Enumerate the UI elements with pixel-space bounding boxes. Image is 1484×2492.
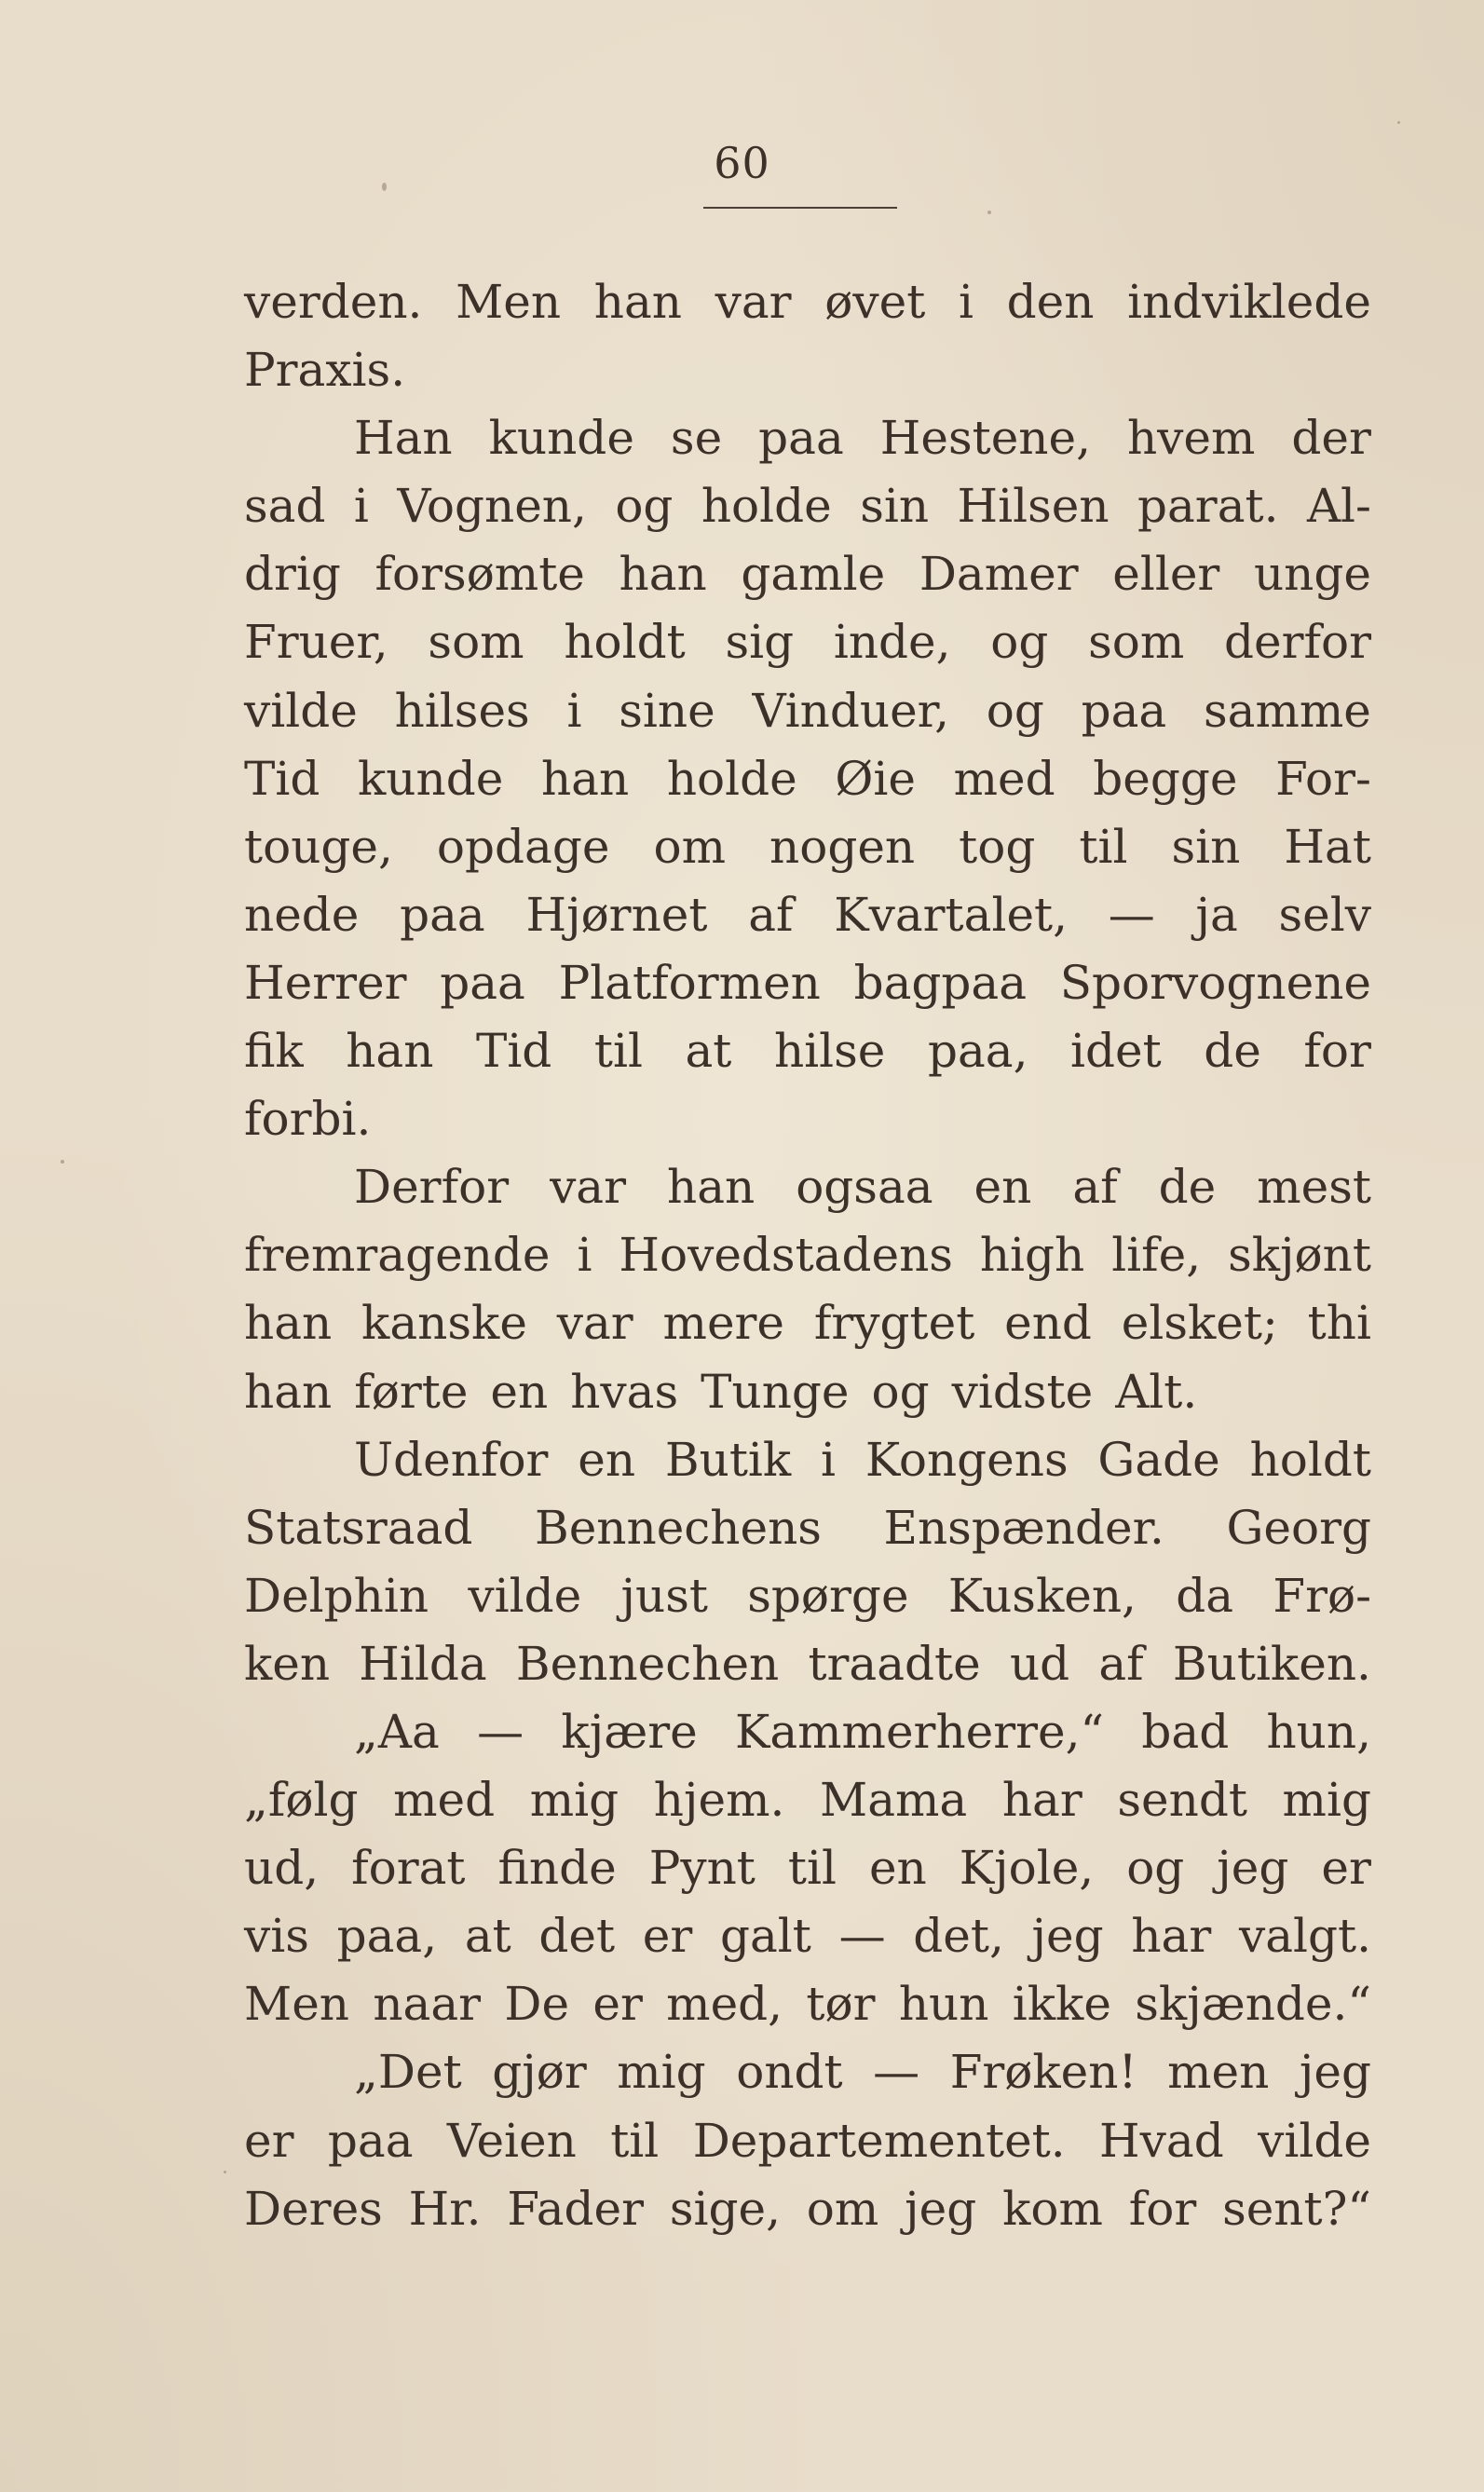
- word: i: [353, 479, 369, 534]
- word: high: [979, 1228, 1085, 1283]
- text-line: [244, 745, 1371, 813]
- word: Kusken,: [947, 1568, 1137, 1623]
- word: Kjole,: [959, 1841, 1095, 1896]
- word: sad: [244, 479, 326, 534]
- word: paa: [1081, 683, 1167, 738]
- text-line: [244, 1426, 1371, 1494]
- word: Kammerherre,“: [734, 1704, 1105, 1759]
- word: var: [556, 1296, 633, 1351]
- word: —: [1108, 887, 1155, 942]
- word: hvem: [1126, 411, 1256, 466]
- word: paa,: [336, 1909, 438, 1964]
- word: en: [578, 1432, 636, 1487]
- word: til: [787, 1841, 837, 1896]
- word: Han: [354, 411, 453, 466]
- word: „Det: [354, 2045, 462, 2100]
- word: han: [346, 1024, 434, 1079]
- word: nogen: [769, 819, 916, 874]
- word: paa,: [927, 1024, 1028, 1079]
- word: ud: [1009, 1636, 1070, 1691]
- word: thi: [1307, 1296, 1371, 1351]
- text-line: [244, 2175, 1371, 2243]
- word: og: [986, 683, 1044, 738]
- word: øvet: [824, 275, 926, 329]
- word: spørge: [747, 1568, 909, 1623]
- word: Alt.: [1115, 1364, 1198, 1419]
- word: touge,: [244, 819, 393, 874]
- word: han: [619, 547, 707, 602]
- word: hun,: [1266, 1704, 1371, 1759]
- word: begge: [1093, 751, 1238, 806]
- word: er: [1321, 1841, 1371, 1896]
- word: ogsaa: [796, 1160, 933, 1215]
- word: Tid: [475, 1024, 552, 1079]
- word: Kongens: [865, 1432, 1069, 1487]
- word: at: [464, 1909, 511, 1964]
- word: og: [615, 479, 674, 534]
- word: en: [490, 1364, 549, 1419]
- word: mere: [662, 1296, 785, 1351]
- word: —: [838, 1909, 886, 1964]
- word: paa: [758, 411, 844, 466]
- word: de: [1204, 1024, 1261, 1079]
- word: af: [1098, 1636, 1144, 1691]
- word: hjem.: [653, 1773, 785, 1828]
- word: at: [685, 1024, 732, 1079]
- word: parat.: [1137, 479, 1279, 534]
- text-line: [244, 1221, 1371, 1289]
- word: han: [667, 1160, 756, 1215]
- word: for: [1303, 1024, 1371, 1079]
- word: Hr.: [408, 2181, 482, 2236]
- word: ja: [1195, 887, 1238, 942]
- word: finde: [497, 1841, 617, 1896]
- word: Departementet.: [692, 2113, 1066, 2168]
- word: Al-: [1306, 479, 1371, 534]
- word: holdt: [564, 615, 686, 670]
- word: ondt: [736, 2045, 843, 2100]
- word: jeg: [1031, 1909, 1104, 1964]
- word: tog: [959, 819, 1036, 874]
- word: Enspænder.: [883, 1500, 1164, 1555]
- word: var: [715, 275, 792, 329]
- word: just: [620, 1568, 708, 1623]
- word: Men: [456, 275, 562, 329]
- word: vis: [244, 1909, 309, 1964]
- text-line: [244, 677, 1371, 745]
- word: den: [1006, 275, 1095, 329]
- text-line: [244, 881, 1371, 949]
- word: jeg: [1217, 1841, 1289, 1896]
- word: Hvad: [1099, 2113, 1224, 2168]
- paper-speck: [987, 211, 991, 214]
- word: kom: [1002, 2181, 1103, 2236]
- word: holde: [701, 479, 832, 534]
- word: bad: [1141, 1704, 1230, 1759]
- word: eller: [1112, 547, 1220, 602]
- word: til: [593, 1024, 643, 1079]
- word: var: [550, 1160, 627, 1215]
- word: Frøken!: [949, 2045, 1137, 2100]
- word: Georg: [1226, 1500, 1371, 1555]
- text-line: [244, 1358, 1371, 1426]
- text-line: [244, 472, 1371, 540]
- word: det: [538, 1909, 616, 1964]
- word: frygtet: [813, 1296, 975, 1351]
- text-line: [244, 268, 1371, 336]
- word: skjønt: [1228, 1228, 1371, 1283]
- word: vidste: [951, 1364, 1094, 1419]
- word: mig: [1282, 1773, 1371, 1828]
- word: Veien: [446, 2113, 577, 2168]
- word: drig: [244, 547, 341, 602]
- word: det,: [913, 1909, 1004, 1964]
- word: førte: [354, 1364, 469, 1419]
- word: Hjørnet: [525, 887, 708, 942]
- word: af: [1072, 1160, 1118, 1215]
- word: Bennechens: [534, 1500, 822, 1555]
- word: der: [1291, 411, 1371, 466]
- word: skjænde.“: [1135, 1977, 1371, 2032]
- word: Gade: [1097, 1432, 1220, 1487]
- word: har: [1001, 1773, 1082, 1828]
- word: mig: [617, 2045, 706, 2100]
- word: har: [1131, 1909, 1212, 1964]
- word: hun: [898, 1977, 989, 2032]
- word: gamle: [741, 547, 886, 602]
- word: i: [821, 1432, 837, 1487]
- page-number: 60: [714, 138, 770, 188]
- word: Fader: [507, 2181, 644, 2236]
- text-line: [244, 949, 1371, 1017]
- word: elsket;: [1121, 1296, 1278, 1351]
- word: men: [1167, 2045, 1270, 2100]
- word: holde: [666, 751, 797, 806]
- word: selv: [1278, 887, 1371, 942]
- word: Vognen,: [397, 479, 587, 534]
- word: af: [748, 887, 794, 942]
- word: kunde: [488, 411, 634, 466]
- word: sin: [860, 479, 930, 534]
- word: Butik: [664, 1432, 792, 1487]
- text-line: [244, 1902, 1371, 1970]
- word: „Aa: [354, 1704, 440, 1759]
- word: sig: [725, 615, 795, 670]
- text-line: [244, 1630, 1371, 1698]
- word: Delphin: [244, 1568, 429, 1623]
- word: paa: [400, 887, 485, 942]
- word: ud,: [244, 1841, 320, 1896]
- word: som: [1088, 615, 1185, 670]
- text-line: [244, 1562, 1371, 1630]
- word: sige,: [669, 2181, 781, 2236]
- text-line: [244, 813, 1371, 881]
- word: Hestene,: [879, 411, 1091, 466]
- text-line: [244, 1494, 1371, 1562]
- word: Hat: [1284, 819, 1371, 874]
- word: Mama: [820, 1773, 968, 1828]
- text-line: [244, 336, 1371, 404]
- word: han: [244, 1364, 333, 1419]
- word: kunde: [358, 751, 504, 806]
- word: bagpaa: [853, 955, 1028, 1010]
- word: Damer: [919, 547, 1079, 602]
- word: unge: [1253, 547, 1371, 602]
- word: verden.: [244, 275, 423, 329]
- word: gjør: [492, 2045, 587, 2100]
- word: Udenfor: [354, 1432, 549, 1487]
- paper-speck: [224, 2171, 226, 2173]
- word: opdage: [436, 819, 610, 874]
- word: De: [504, 1977, 570, 2032]
- word: som: [428, 615, 524, 670]
- word: til: [1079, 819, 1128, 874]
- word: se: [670, 411, 723, 466]
- word: hilse: [773, 1024, 886, 1079]
- word: Fruer,: [244, 615, 388, 670]
- word: er: [592, 1977, 643, 2032]
- word: med: [393, 1773, 496, 1828]
- word: da: [1176, 1568, 1234, 1623]
- word: Butiken.: [1172, 1636, 1371, 1691]
- word: galt: [719, 1909, 811, 1964]
- word: Men: [244, 1977, 349, 2032]
- word: Pynt: [648, 1841, 756, 1896]
- text-line: [244, 1698, 1371, 1766]
- text-line: [244, 1085, 1371, 1153]
- word: valgt.: [1238, 1909, 1371, 1964]
- word: hvas: [570, 1364, 679, 1419]
- word: kjære: [561, 1704, 698, 1759]
- body-text: [244, 268, 1371, 2243]
- word: sin: [1171, 819, 1241, 874]
- word: ken: [244, 1636, 331, 1691]
- word: vilde: [244, 683, 358, 738]
- text-line: [244, 1153, 1371, 1221]
- word: forbi.: [244, 1092, 372, 1147]
- word: Statsraad: [244, 1500, 473, 1555]
- word: om: [806, 2181, 879, 2236]
- word: Sporvognene: [1059, 955, 1371, 1010]
- word: med,: [666, 1977, 783, 2032]
- word: jeg: [1299, 2045, 1371, 2100]
- word: om: [653, 819, 726, 874]
- word: Vinduer,: [752, 683, 949, 738]
- word: paa: [327, 2113, 414, 2168]
- word: end: [1004, 1296, 1092, 1351]
- text-line: [244, 1834, 1371, 1902]
- word: en: [868, 1841, 927, 1896]
- word: derfor: [1223, 615, 1371, 670]
- word: Herrer: [244, 955, 407, 1010]
- word: de: [1158, 1160, 1217, 1215]
- word: og: [990, 615, 1049, 670]
- word: er: [642, 1909, 693, 1964]
- word: traadte: [808, 1636, 981, 1691]
- word: Platformen: [558, 955, 821, 1010]
- word: fik: [244, 1024, 304, 1079]
- word: Praxis.: [244, 343, 406, 398]
- word: han: [244, 1296, 333, 1351]
- word: en: [973, 1160, 1032, 1215]
- word: sine: [619, 683, 715, 738]
- word: Frø-: [1273, 1568, 1371, 1623]
- word: paa: [440, 955, 525, 1010]
- word: Tunge: [701, 1364, 850, 1419]
- word: tør: [806, 1977, 876, 2032]
- text-line: [244, 2107, 1371, 2175]
- word: og: [871, 1364, 930, 1419]
- word: for: [1128, 2181, 1197, 2236]
- word: til: [610, 2113, 660, 2168]
- word: mig: [529, 1773, 619, 1828]
- word: „følg: [244, 1773, 359, 1828]
- paper-speck: [382, 183, 387, 191]
- word: kanske: [361, 1296, 527, 1351]
- word: i: [958, 275, 973, 329]
- word: sent?“: [1222, 2181, 1371, 2236]
- word: holdt: [1249, 1432, 1371, 1487]
- word: —: [477, 1704, 524, 1759]
- text-line: [244, 540, 1371, 608]
- word: —: [873, 2045, 920, 2100]
- word: Hovedstadens: [619, 1228, 953, 1283]
- word: han: [540, 751, 630, 806]
- word: Hilda: [359, 1636, 487, 1691]
- text-line: [244, 608, 1371, 676]
- word: vilde: [1258, 2113, 1371, 2168]
- text-line: [244, 1017, 1371, 1085]
- word: mest: [1257, 1160, 1371, 1215]
- text-line: [244, 1766, 1371, 1834]
- word: er: [244, 2113, 294, 2168]
- word: nede: [244, 887, 360, 942]
- word: Hilsen: [957, 479, 1110, 534]
- word: naar: [373, 1977, 482, 2032]
- word: hilses: [394, 683, 530, 738]
- paper-speck: [1397, 121, 1400, 124]
- word: og: [1126, 1841, 1185, 1896]
- word: Deres: [244, 2181, 383, 2236]
- word: life,: [1111, 1228, 1202, 1283]
- word: forat: [351, 1841, 466, 1896]
- word: sendt: [1117, 1773, 1247, 1828]
- word: han: [593, 275, 682, 329]
- text-line: [244, 1289, 1371, 1357]
- word: jeg: [905, 2181, 977, 2236]
- word: Øie: [835, 751, 916, 806]
- word: samme: [1204, 683, 1371, 738]
- word: Bennechen: [515, 1636, 780, 1691]
- word: Kvartalet,: [834, 887, 1069, 942]
- word: ikke: [1012, 1977, 1111, 2032]
- word: inde,: [833, 615, 951, 670]
- text-line: [244, 2038, 1371, 2106]
- word: forsømte: [374, 547, 585, 602]
- word: idet: [1070, 1024, 1162, 1079]
- word: i: [577, 1228, 592, 1283]
- text-line: [244, 404, 1371, 472]
- word: med: [953, 751, 1055, 806]
- word: indviklede: [1127, 275, 1371, 329]
- word: fremragende: [244, 1228, 551, 1283]
- header-rule: [703, 207, 897, 209]
- word: For-: [1275, 751, 1371, 806]
- word: vilde: [468, 1568, 582, 1623]
- text-line: [244, 1970, 1371, 2038]
- paper-speck: [61, 1160, 64, 1164]
- word: Derfor: [354, 1160, 510, 1215]
- word: i: [566, 683, 582, 738]
- word: Tid: [244, 751, 320, 806]
